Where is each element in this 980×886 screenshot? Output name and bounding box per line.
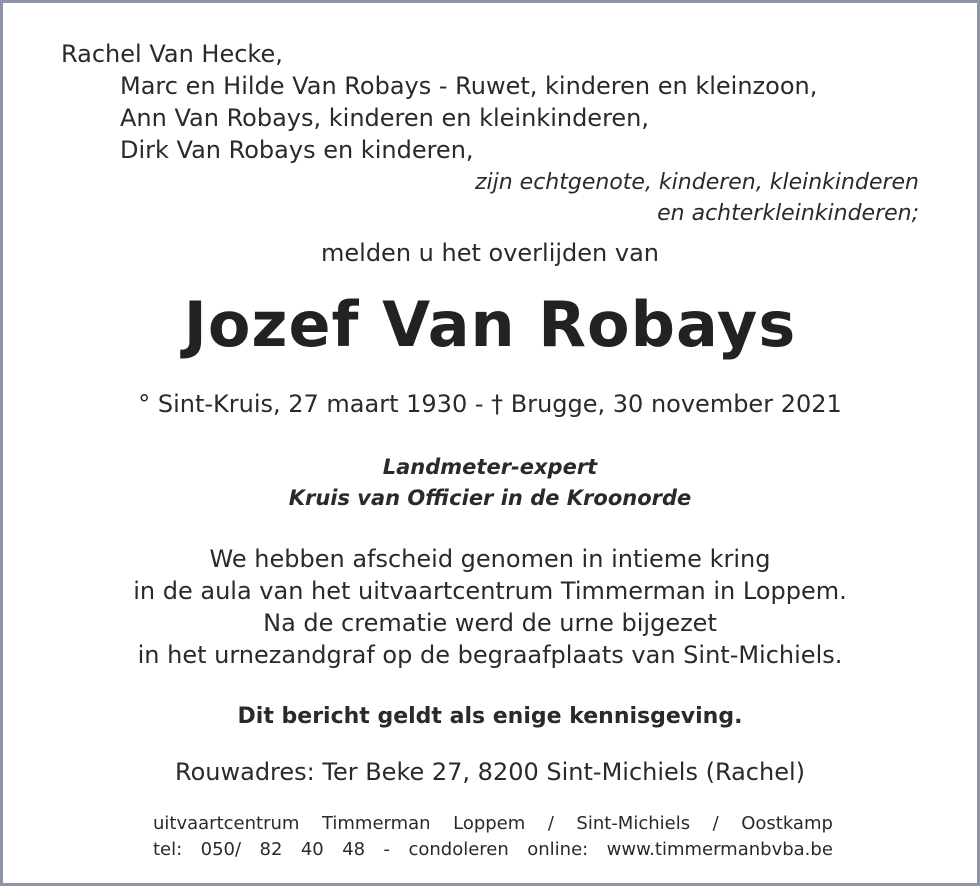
- footer-word: Timmerman: [321, 813, 431, 834]
- footer-word: 48: [342, 839, 366, 860]
- footer-word: Sint-Michiels: [576, 813, 691, 834]
- footer-word: 40: [300, 839, 324, 860]
- birth-death-dates: ° Sint-Kruis, 27 maart 1930 - † Brugge, 30 november 2021: [138, 390, 842, 418]
- relation-line: zijn echtgenote, kinderen, kleinkinderen: [474, 170, 919, 195]
- family-member-line: Dirk Van Robays en kinderen,: [120, 136, 474, 164]
- family-member-line: Ann Van Robays, kinderen en kleinkinderen,: [120, 104, 650, 132]
- announcement-intro: melden u het overlijden van: [321, 239, 659, 267]
- relation-line: en achterkleinkinderen;: [657, 201, 919, 226]
- family-member-line: Rachel Van Hecke,: [61, 40, 283, 68]
- ceremony-line: in het urnezandgraf op de begraafplaats van Sint-Michiels.: [137, 641, 843, 669]
- deceased-name: Jozef Van Robays: [183, 288, 797, 361]
- mourning-address: Rouwadres: Ter Beke 27, 8200 Sint-Michiels (Rachel): [174, 758, 806, 786]
- footer-word: Loppem: [453, 813, 526, 834]
- family-member-line: Marc en Hilde Van Robays - Ruwet, kinderen en kleinzoon,: [120, 72, 818, 100]
- footer-word: uitvaartcentrum: [153, 813, 300, 834]
- ceremony-line: in de aula van het uitvaartcentrum Timmerman in Loppem.: [133, 577, 847, 605]
- footer-word: /: [547, 813, 554, 834]
- footer-word: condoleren: [408, 839, 509, 860]
- ceremony-line: Na de crematie werd de urne bijgezet: [263, 609, 717, 637]
- footer-word: online:: [527, 839, 589, 860]
- footer-word: /: [712, 813, 719, 834]
- funeral-home-line: [153, 811, 833, 837]
- profession-title: Landmeter-expert: [382, 455, 598, 479]
- footer-word: -: [383, 839, 391, 860]
- footer-word: 82: [259, 839, 283, 860]
- contact-line: [153, 837, 833, 863]
- honor-title: Kruis van Officier in de Kroonorde: [288, 486, 692, 510]
- footer-word: tel:: [153, 839, 183, 860]
- website-link[interactable]: www.timmermanbvba.be: [606, 839, 833, 860]
- footer-word: 050/: [200, 839, 242, 860]
- notice-statement: Dit bericht geldt als enige kennisgeving.: [237, 704, 743, 729]
- footer-word: Oostkamp: [741, 813, 833, 834]
- ceremony-line: We hebben afscheid genomen in intieme kring: [209, 545, 771, 573]
